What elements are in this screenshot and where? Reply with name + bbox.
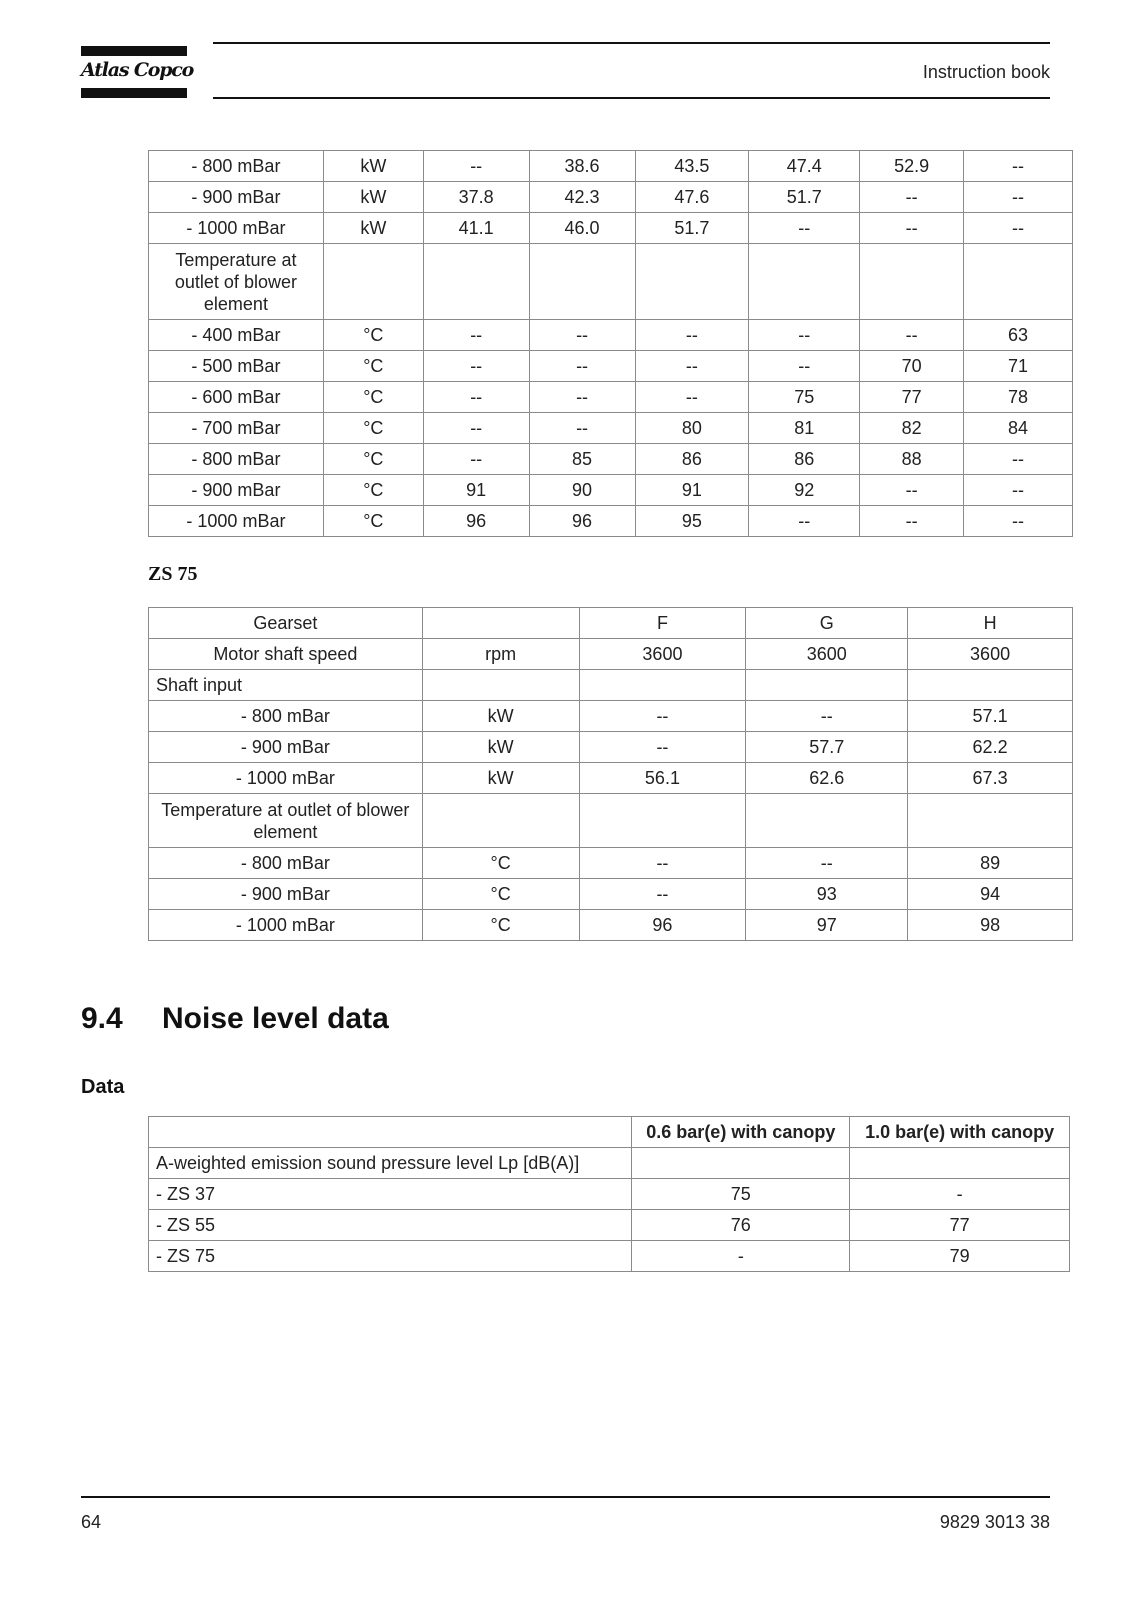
table-cell: - 800 mBar [149, 848, 423, 879]
table-cell: - 800 mBar [149, 151, 324, 182]
table-cell: F [579, 608, 746, 639]
table-cell: -- [423, 444, 529, 475]
table-cell: kW [422, 701, 579, 732]
table-cell: 47.4 [749, 151, 860, 182]
table-cell: -- [579, 732, 746, 763]
table-cell: -- [423, 382, 529, 413]
table-cell: G [746, 608, 908, 639]
table-cell [908, 794, 1073, 848]
table-cell: kW [422, 732, 579, 763]
table-cell: -- [423, 413, 529, 444]
noise-level-table [148, 1116, 1070, 1272]
table-cell: -- [529, 351, 635, 382]
table-cell: 89 [908, 848, 1073, 879]
table-cell: 95 [635, 506, 749, 537]
table-cell: 96 [529, 506, 635, 537]
table-row [149, 320, 1073, 351]
table-cell: 52.9 [860, 151, 964, 182]
table-row [149, 244, 1073, 320]
table-cell: - 1000 mBar [149, 763, 423, 794]
table-cell: -- [579, 848, 746, 879]
logo-bottom-bar [81, 88, 187, 98]
table-cell: 96 [579, 910, 746, 941]
table-cell: 38.6 [529, 151, 635, 182]
table-cell [749, 244, 860, 320]
power-temperature-table [148, 150, 1073, 537]
table-cell: - [632, 1241, 850, 1272]
table-cell: °C [323, 320, 423, 351]
table-cell: -- [746, 848, 908, 879]
table-header-cell [149, 1117, 632, 1148]
table-cell: °C [422, 910, 579, 941]
table-header-cell: 1.0 bar(e) with canopy [850, 1117, 1070, 1148]
table-cell: 81 [749, 413, 860, 444]
table-cell: 80 [635, 413, 749, 444]
table-row [149, 670, 1073, 701]
table-cell: H [908, 608, 1073, 639]
header-title: Instruction book [922, 62, 1050, 82]
table-row [149, 213, 1073, 244]
table-cell: - 1000 mBar [149, 213, 324, 244]
table-cell: -- [749, 351, 860, 382]
table-cell: -- [964, 213, 1073, 244]
table-cell: kW [323, 151, 423, 182]
table-cell: -- [964, 182, 1073, 213]
table-cell: -- [860, 320, 964, 351]
table-cell: - 1000 mBar [149, 506, 324, 537]
table-cell [423, 244, 529, 320]
table-cell: 84 [964, 413, 1073, 444]
table-cell: -- [964, 444, 1073, 475]
table-cell: -- [529, 413, 635, 444]
table-cell: Motor shaft speed [149, 639, 423, 670]
table-cell [908, 670, 1073, 701]
table-cell: 85 [529, 444, 635, 475]
table-cell: °C [323, 382, 423, 413]
table-cell: 62.6 [746, 763, 908, 794]
table-cell: kW [422, 763, 579, 794]
table-cell: - ZS 75 [149, 1241, 632, 1272]
document-number: 9829 3013 38 [939, 1512, 1050, 1532]
table-cell: - 600 mBar [149, 382, 324, 413]
table-row [149, 151, 1073, 182]
header-bottom-rule [213, 97, 1050, 99]
table-cell: 78 [964, 382, 1073, 413]
table-cell [323, 244, 423, 320]
section-number: 9.4 [81, 1002, 123, 1035]
table-cell: 98 [908, 910, 1073, 941]
logo-wordmark: Atlas Copco [81, 59, 194, 81]
table-cell: - 800 mBar [149, 701, 423, 732]
table-row [149, 182, 1073, 213]
table-cell: - 800 mBar [149, 444, 324, 475]
table-cell: - 500 mBar [149, 351, 324, 382]
table-cell: 77 [860, 382, 964, 413]
table-row [149, 608, 1073, 639]
table-cell: -- [746, 701, 908, 732]
table-cell: 91 [635, 475, 749, 506]
table-cell: °C [323, 444, 423, 475]
atlas-copco-logo [81, 46, 194, 102]
table-cell [746, 794, 908, 848]
table-cell: 76 [632, 1210, 850, 1241]
table-cell: -- [964, 475, 1073, 506]
table-cell: -- [749, 320, 860, 351]
table-row [149, 879, 1073, 910]
table-cell: °C [323, 351, 423, 382]
table-cell: -- [529, 382, 635, 413]
table-cell: -- [635, 382, 749, 413]
table-cell [579, 670, 746, 701]
table-cell: °C [323, 506, 423, 537]
table-row [149, 1179, 1070, 1210]
table-cell: - 900 mBar [149, 182, 324, 213]
table-cell: A-weighted emission sound pressure level Lp [dB(A)] [149, 1148, 632, 1179]
table-cell: 67.3 [908, 763, 1073, 794]
table-row [149, 701, 1073, 732]
table-cell: - 900 mBar [149, 732, 423, 763]
table-cell: 91 [423, 475, 529, 506]
table-row [149, 910, 1073, 941]
table-cell: 75 [749, 382, 860, 413]
table-cell: -- [423, 151, 529, 182]
table-cell: 57.7 [746, 732, 908, 763]
table-cell: -- [579, 879, 746, 910]
table-row [149, 732, 1073, 763]
table-cell: 86 [749, 444, 860, 475]
table-cell: °C [422, 879, 579, 910]
table-cell: -- [964, 506, 1073, 537]
table-cell: 3600 [746, 639, 908, 670]
table-cell: 82 [860, 413, 964, 444]
table-cell: -- [579, 701, 746, 732]
table-cell: Shaft input [149, 670, 423, 701]
table-cell: 70 [860, 351, 964, 382]
table-cell: 37.8 [423, 182, 529, 213]
page-number: 64 [81, 1512, 102, 1532]
table-cell [422, 794, 579, 848]
table-row [149, 444, 1073, 475]
zs75-heading: ZS 75 [148, 563, 198, 585]
table-row [149, 763, 1073, 794]
table-cell [529, 244, 635, 320]
table-row [149, 639, 1073, 670]
data-subheading: Data [81, 1076, 125, 1098]
table-cell: -- [423, 351, 529, 382]
table-cell: 3600 [908, 639, 1073, 670]
header-top-rule [213, 42, 1050, 44]
table-cell: °C [323, 475, 423, 506]
table-row [149, 382, 1073, 413]
table-cell: rpm [422, 639, 579, 670]
table-cell: -- [964, 151, 1073, 182]
table-cell [850, 1148, 1070, 1179]
table-cell [579, 794, 746, 848]
table-cell: -- [635, 320, 749, 351]
table-cell: 63 [964, 320, 1073, 351]
table-cell: 3600 [579, 639, 746, 670]
logo-top-bar [81, 46, 187, 56]
table-cell: -- [860, 213, 964, 244]
table-cell: 41.1 [423, 213, 529, 244]
table-cell: 56.1 [579, 763, 746, 794]
table-cell [964, 244, 1073, 320]
table-cell: 46.0 [529, 213, 635, 244]
table-cell: -- [860, 506, 964, 537]
table-cell: 57.1 [908, 701, 1073, 732]
table-cell: - 400 mBar [149, 320, 324, 351]
table-cell: 51.7 [749, 182, 860, 213]
section-title: Noise level data [162, 1002, 389, 1035]
table-cell: 86 [635, 444, 749, 475]
table-cell: 79 [850, 1241, 1070, 1272]
table-header-cell: 0.6 bar(e) with canopy [632, 1117, 850, 1148]
table-cell: 90 [529, 475, 635, 506]
table-cell: -- [423, 320, 529, 351]
table-cell: - 1000 mBar [149, 910, 423, 941]
table-cell: 96 [423, 506, 529, 537]
table-cell: 62.2 [908, 732, 1073, 763]
table-cell: kW [323, 213, 423, 244]
table-header-row [149, 1117, 1070, 1148]
table-cell: °C [422, 848, 579, 879]
table-row [149, 794, 1073, 848]
table-cell: -- [749, 506, 860, 537]
table-cell: 94 [908, 879, 1073, 910]
table-row [149, 1241, 1070, 1272]
table-cell: 93 [746, 879, 908, 910]
table-cell: 77 [850, 1210, 1070, 1241]
footer-rule [81, 1496, 1050, 1498]
table-cell [632, 1148, 850, 1179]
table-cell: 42.3 [529, 182, 635, 213]
table-row [149, 1148, 1070, 1179]
table-cell: °C [323, 413, 423, 444]
table-cell: - 900 mBar [149, 475, 324, 506]
table-row [149, 351, 1073, 382]
table-cell: -- [529, 320, 635, 351]
table-cell: 97 [746, 910, 908, 941]
table-cell: -- [635, 351, 749, 382]
table-cell: - 900 mBar [149, 879, 423, 910]
table-cell [422, 608, 579, 639]
table-cell: 51.7 [635, 213, 749, 244]
table-row [149, 848, 1073, 879]
table-cell: - ZS 37 [149, 1179, 632, 1210]
table-cell: 75 [632, 1179, 850, 1210]
table-row [149, 1210, 1070, 1241]
table-cell: Gearset [149, 608, 423, 639]
zs75-table [148, 607, 1073, 941]
table-cell: 92 [749, 475, 860, 506]
table-row [149, 506, 1073, 537]
table-row [149, 475, 1073, 506]
table-cell: kW [323, 182, 423, 213]
table-cell: -- [860, 182, 964, 213]
table-cell: Temperature at outlet of blower element [149, 244, 324, 320]
table-cell: -- [749, 213, 860, 244]
table-cell [422, 670, 579, 701]
table-cell: 43.5 [635, 151, 749, 182]
table-cell: 88 [860, 444, 964, 475]
table-cell: - 700 mBar [149, 413, 324, 444]
table-cell: Temperature at outlet of blower element [149, 794, 423, 848]
table-cell [860, 244, 964, 320]
table-cell: - [850, 1179, 1070, 1210]
table-cell: -- [860, 475, 964, 506]
table-cell [746, 670, 908, 701]
table-cell: - ZS 55 [149, 1210, 632, 1241]
table-row [149, 413, 1073, 444]
table-cell: 71 [964, 351, 1073, 382]
table-cell [635, 244, 749, 320]
table-cell: 47.6 [635, 182, 749, 213]
